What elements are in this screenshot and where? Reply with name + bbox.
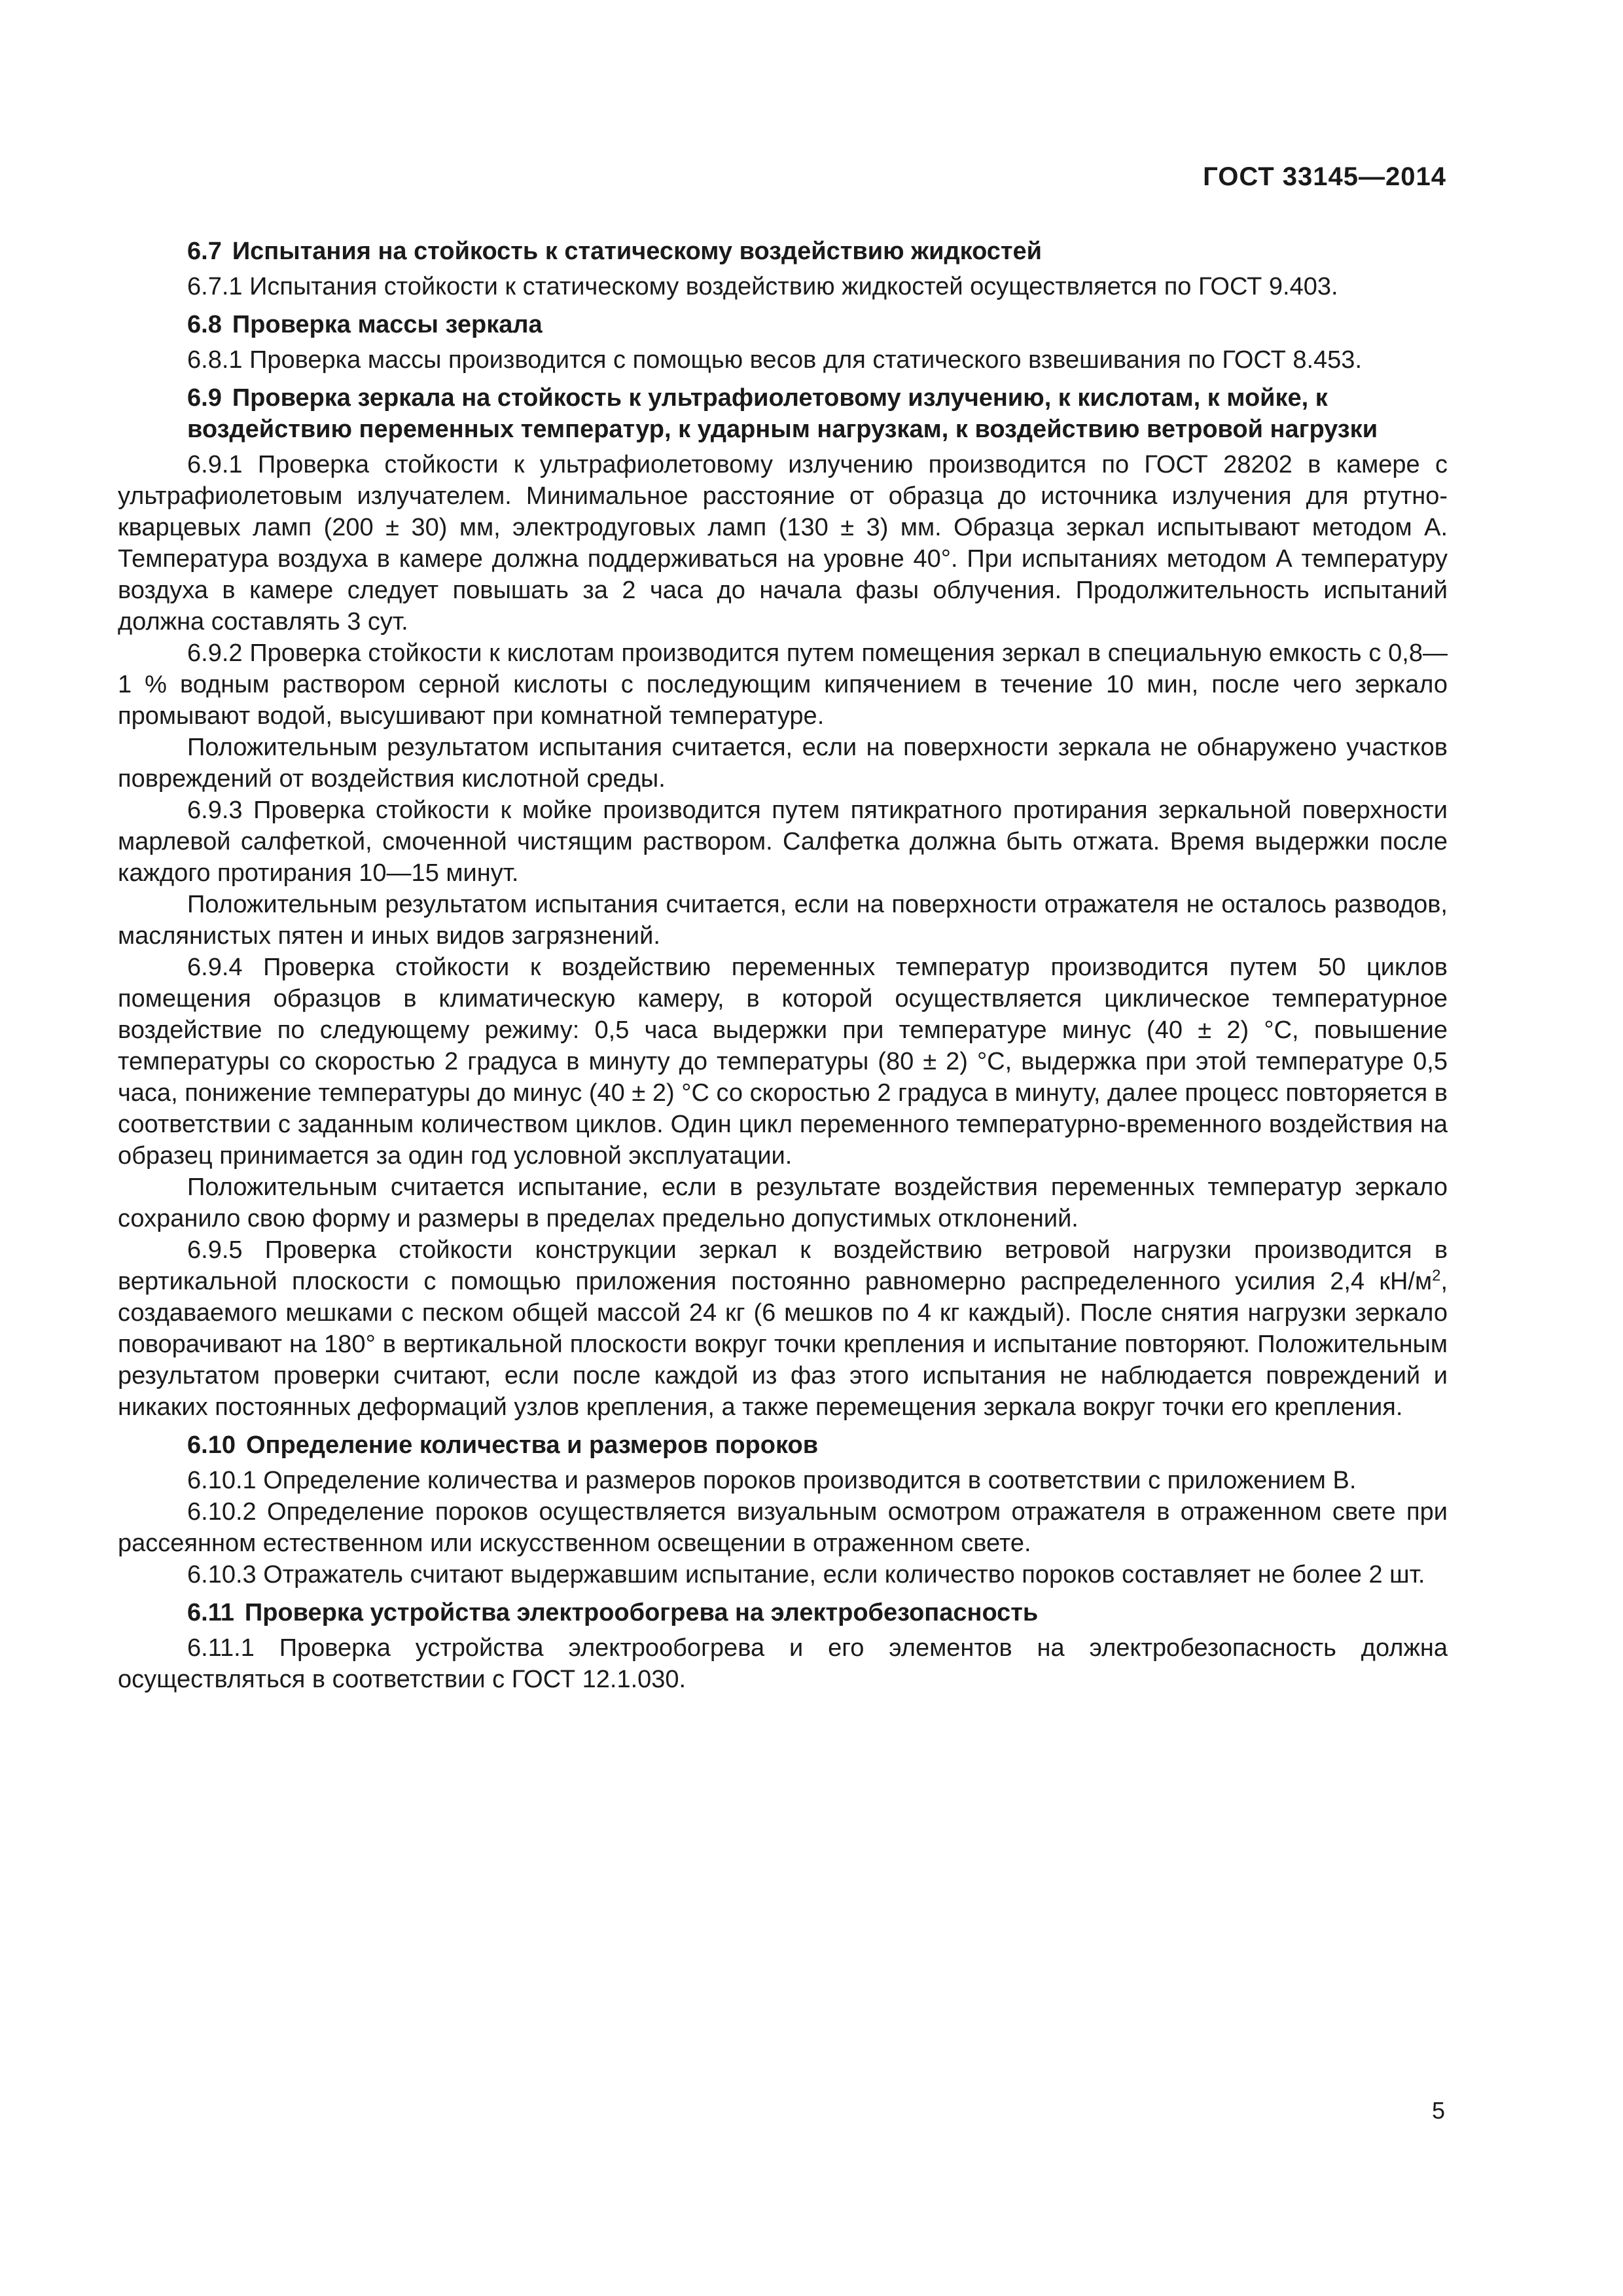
paragraph-6-9-4: 6.9.4 Проверка стойкости к воздействию переменных температур производится путем 50 циклов помещения образцов в климатическую камеру, в которой осуществляется циклическое температурное воздействие по следующему режиму: 0,5 часа выдержки при температуре минус (40 ± 2) °С, повышение температуры со скоростью 2 градуса в минуту до температуры (80 ± 2) °С, выдержка при этой температуре 0,5 часа, понижение температуры до минус (40 ± 2) °С со скоростью 2 градуса в минуту, далее процесс повторяется в соответствии с заданным количеством циклов. Один цикл переменного температурно-временного воздействия на образец принимается за один год условной эксплуатации.	[118, 954, 1448, 1170]
paragraph-6-9-2: 6.9.2 Проверка стойкости к кислотам производится путем помещения зеркал в специальную емкость с 0,8—1 % водным раствором серной кислоты с последующим кипячением в течение 10 мин, после чего зеркало промывают водой, высушивают при комнатной температуре.	[118, 639, 1448, 730]
paragraph-6-10-1: 6.10.1 Определение количества и размеров пороков производится в соответствии с приложением В.	[187, 1467, 1357, 1494]
section-number: 6.7	[187, 238, 222, 265]
page-number: 5	[1431, 2097, 1445, 2124]
paragraph-6-9-3-result: Положительным результатом испытания считается, если на поверхности отражателя не осталось разводов, маслянистых пятен и иных видов загрязнений.	[118, 891, 1448, 950]
section-heading-6-8	[118, 306, 1448, 344]
section-number: 6.10	[187, 1431, 236, 1459]
paragraph-6-11-1: 6.11.1 Проверка устройства электрообогрева и его элементов на электробезопасность должна осуществляться в соответствии с ГОСТ 12.1.030.	[118, 1634, 1448, 1693]
section-title: Проверка устройства электрообогрева на электробезопасность	[244, 1599, 1039, 1626]
section-heading-6-10	[118, 1427, 1448, 1465]
paragraph-6-7-1: 6.7.1 Испытания стойкости к статическому воздействию жидкостей осуществляется по ГОСТ 9.403.	[187, 273, 1338, 300]
paragraph-6-10-2: 6.10.2 Определение пороков осуществляется визуальным осмотром отражателя в отраженном свете при рассеянном естественном или искусственном освещении в отраженном свете.	[118, 1498, 1448, 1557]
section-heading-6-11	[118, 1594, 1448, 1632]
paragraph-6-10-3: 6.10.3 Отражатель считают выдержавшим испытание, если количество пороков составляет не более 2 шт.	[187, 1561, 1425, 1588]
paragraph-6-9-4-result: Положительным считается испытание, если в результате воздействия переменных температур зеркало сохранило свою форму и размеры в пределах предельно допустимых отклонений.	[118, 1174, 1448, 1232]
paragraph-6-9-3: 6.9.3 Проверка стойкости к мойке производится путем пятикратного протирания зеркальной поверхности марлевой салфеткой, смоченной чистящим раствором. Салфетка должна быть отжата. Время выдержки после каждого протирания 10—15 минут.	[118, 797, 1448, 887]
section-title: Проверка массы зеркала	[232, 311, 543, 338]
paragraph-text: 6.9.5 Проверка стойкости конструкции зеркал к воздействию ветровой нагрузки производится в вертикальной плоскости с помощью приложения постоянно равномерно распределенного усилия 2,4 кН/м	[118, 1236, 1448, 1295]
paragraph-6-9-5	[118, 1234, 1448, 1423]
section-heading-6-7	[118, 233, 1448, 271]
standard-designation: ГОСТ 33145—2014	[1203, 162, 1446, 191]
section-number: 6.9	[187, 384, 222, 412]
paragraph-6-8-1: 6.8.1 Проверка массы производится с помощью весов для статического взвешивания по ГОСТ 8.453.	[187, 346, 1362, 374]
document-body	[118, 233, 1448, 1695]
section-number: 6.8	[187, 311, 222, 338]
section-title: Определение количества и размеров пороков	[245, 1431, 819, 1459]
section-title: Проверка зеркала на стойкость к ультрафиолетовому излучению, к кислотам, к мойке, к воздействию переменных температур, к ударным нагрузкам, к воздействию ветровой нагрузки	[187, 384, 1378, 443]
section-number: 6.11	[187, 1599, 234, 1626]
paragraph-text: , создаваемого мешками с песком общей массой 24 кг (6 мешков по 4 кг каждый). После снятия нагрузки зеркало поворачивают на 180° в вертикальной плоскости вокруг точки крепления и испытание повторяют. Положительным результатом проверки считают, если после каждой из фаз этого испытания не наблюдается повреждений и никаких постоянных деформаций узлов крепления, а также перемещения зеркала вокруг точки его крепления.	[118, 1268, 1448, 1421]
paragraph-6-9-2-result: Положительным результатом испытания считается, если на поверхности зеркала не обнаружено участков повреждений от воздействия кислотной среды.	[118, 734, 1448, 793]
section-heading-6-9	[118, 380, 1448, 449]
paragraph-6-9-1: 6.9.1 Проверка стойкости к ультрафиолетовому излучению производится по ГОСТ 28202 в камере с ультрафиолетовым излучателем. Минимальное расстояние от образца до источника излучения для ртутно-кварцевых ламп (200 ± 30) мм, электродуговых ламп (130 ± 3) мм. Образца зеркал испытывают методом А. Температура воздуха в камере должна поддерживаться на уровне 40°. При испытаниях методом А температуру воздуха в камере следует повышать за 2 часа до начала фазы облучения. Продолжительность испытаний должна составлять 3 сут.	[118, 451, 1448, 636]
section-title: Испытания на стойкость к статическому воздействию жидкостей	[232, 238, 1043, 265]
superscript: 2	[1432, 1266, 1441, 1285]
